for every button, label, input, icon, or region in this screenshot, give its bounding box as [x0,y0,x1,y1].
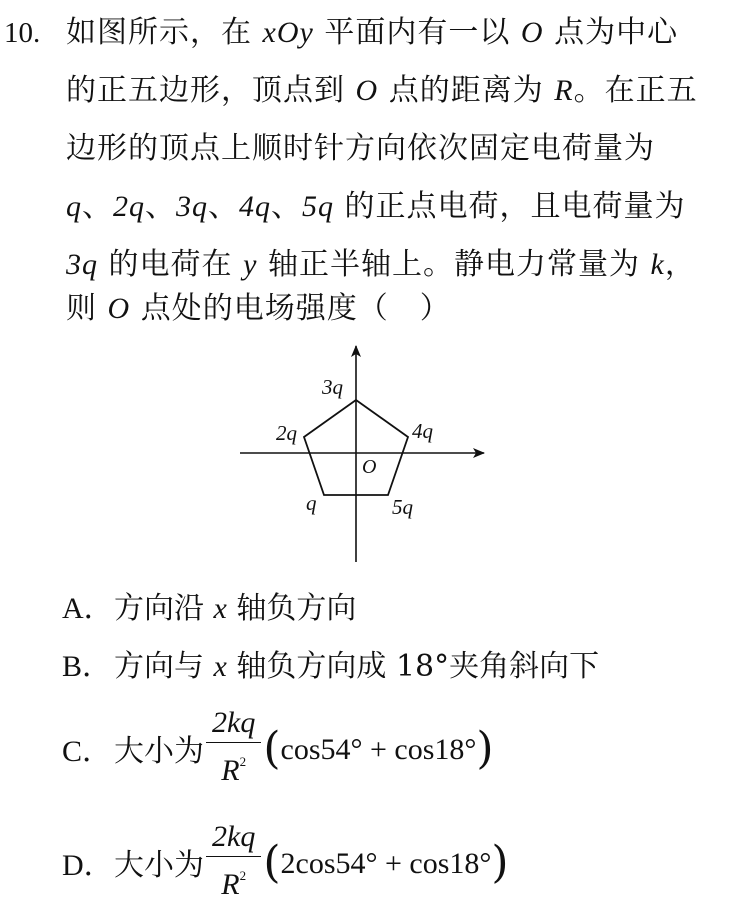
fraction-numerator [206,820,261,857]
stem-var: y [243,248,258,281]
option-a[interactable] [62,583,356,627]
option-var: x [213,650,227,683]
stem-text: 的电荷在 [98,247,244,282]
stem-var: O [107,292,131,325]
option-d[interactable] [62,820,509,904]
stem-text: ， [664,247,696,282]
fraction-denominator [206,857,261,904]
stem-var: R [554,74,574,107]
stem-line-1 [66,4,678,62]
paren-expression: (cos54° + cos18°) [263,722,494,774]
charge-label-3q: 3q [322,375,343,399]
option-text: 大小为 [114,848,204,883]
option-text: 方向与 [114,649,214,684]
question-number: 10. [4,17,41,49]
stem-var: xOy [262,16,314,49]
charge-label-4q: 4q [412,419,433,443]
stem-var: 3q [66,248,98,281]
stem-var: O [355,74,379,107]
denominator-exponent: 2 [239,868,247,883]
option-var: x [213,592,227,625]
numerator-text: 2kq [212,706,256,739]
option-text: 轴负方向 [226,591,357,626]
option-letter: C． [62,735,113,768]
numerator-text: 2kq [212,820,256,853]
denominator-text: R [221,868,240,901]
stem-text: 的正五边形，顶点到 [66,73,356,108]
denominator-text: R [221,754,240,787]
origin-label: O [362,456,377,478]
option-c[interactable] [62,706,494,790]
stem-text: 轴正半轴上。静电力常量为 [257,247,651,282]
stem-text: 则 [66,291,108,326]
fraction [206,706,261,790]
stem-text: 、 [145,189,176,224]
stem-var: k [650,248,665,281]
stem-text: 点为中心 [543,15,679,50]
option-letter: B． [62,650,113,683]
option-text: 方向沿 [114,591,214,626]
stem-line-3 [66,120,655,178]
stem-var: 2q [113,190,145,223]
charge-label-q: q [306,491,317,515]
option-letter: A． [62,592,114,625]
stem-var: 4q [239,190,271,223]
stem-text: 、 [208,189,239,224]
stem-text: 点的距离为 [378,73,555,108]
paren-expression: (2cos54° + cos18°) [263,836,509,888]
fraction-numerator [206,706,261,743]
fraction [206,820,261,904]
stem-text: 的正点电荷，且电荷量为 [334,189,686,224]
stem-var: O [520,16,544,49]
fraction-denominator [206,743,261,790]
stem-text: 边形的顶点上顺时针方向依次固定电荷量为 [66,131,655,166]
charge-label-2q: 2q [276,421,297,445]
paren-content: cos54° + cos18° [280,732,477,766]
stem-var: q [66,190,82,223]
stem-text: 如图所示，在 [66,15,263,50]
stem-var: 3q [176,190,208,223]
stem-line-2 [66,62,698,120]
option-text: 轴负方向成 18°夹角斜向下 [226,649,600,684]
stem-line-6 [66,280,451,338]
pentagon-charge-figure [236,340,496,570]
option-b[interactable] [62,641,599,685]
stem-var: 5q [302,190,334,223]
stem-text: 、 [271,189,302,224]
stem-text: 平面内有一以 [313,15,521,50]
denominator-exponent: 2 [239,754,247,769]
stem-text: 。在正五 [573,73,698,108]
paren-content: 2cos54° + cos18° [280,846,492,880]
charge-label-5q: 5q [392,495,413,519]
stem-line-4 [66,178,686,236]
option-letter: D． [62,849,114,882]
stem-text: 点处的电场强度（ ） [130,291,451,326]
option-text: 大小为 [114,734,204,769]
stem-text: 、 [82,189,113,224]
